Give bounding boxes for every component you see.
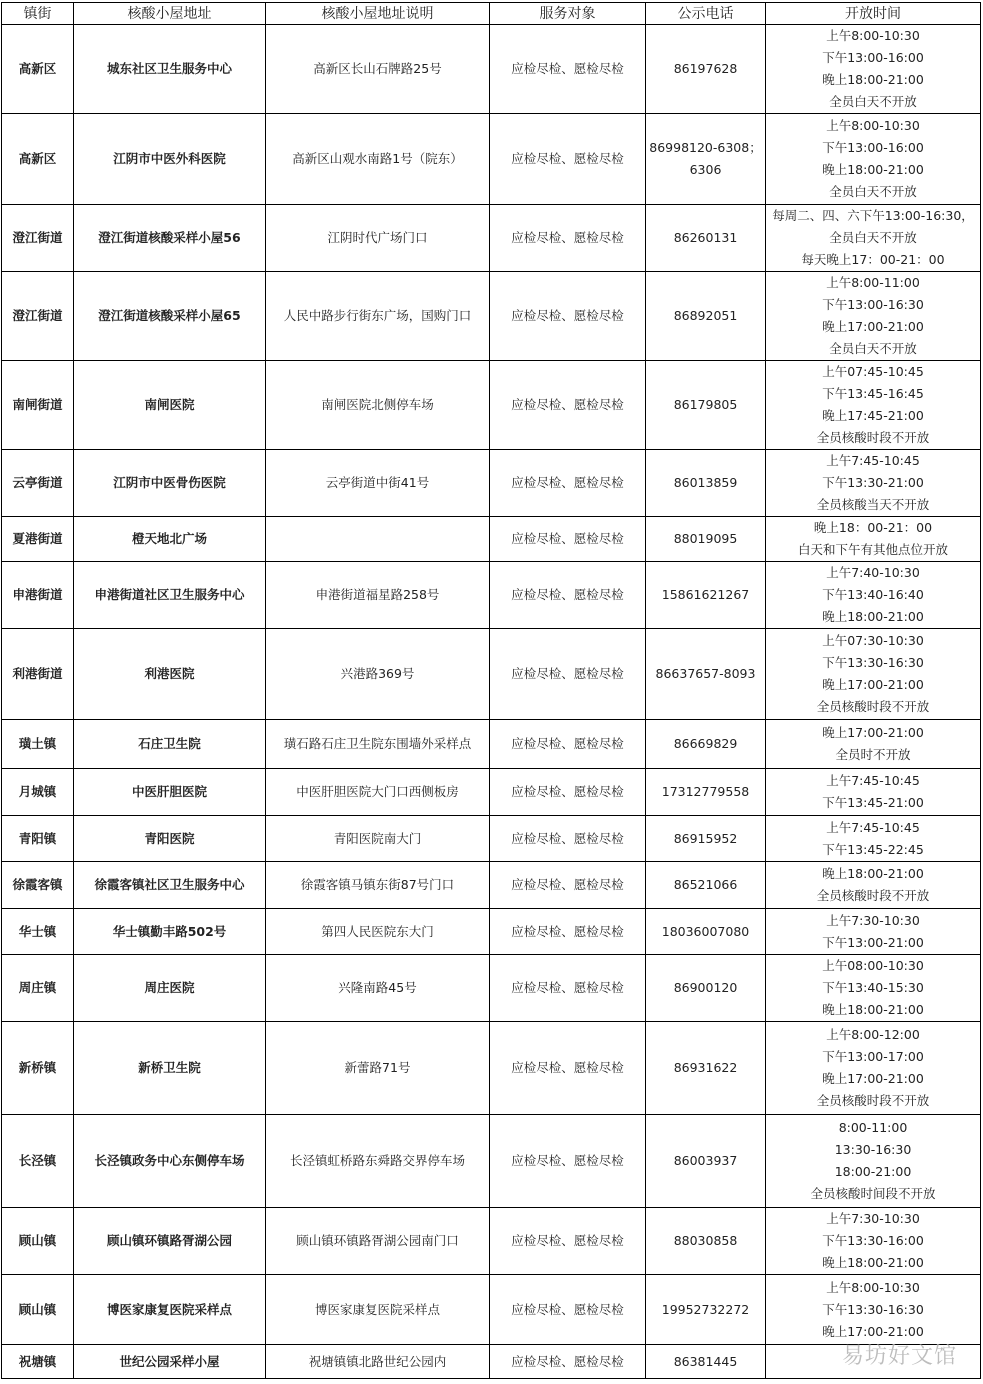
hours-line: 上午7:30-10:30 xyxy=(826,912,920,928)
hours-line: 13:30-16:30 xyxy=(834,1142,912,1157)
site-name-cell: 博医家康复医院采样点 xyxy=(74,1275,266,1345)
table-row xyxy=(2,629,981,720)
hours-line: 下午13:30-16:30 xyxy=(822,1301,924,1317)
town-cell: 利港街道 xyxy=(2,629,74,720)
phone-cell: 86637657-8093 xyxy=(646,629,766,720)
service-target-cell: 应检尽检、愿检尽检 xyxy=(490,862,646,909)
service-target-cell: 应检尽检、愿检尽检 xyxy=(490,1022,646,1115)
town-cell: 徐霞客镇 xyxy=(2,862,74,909)
hours-line: 全员核酸当天不开放 xyxy=(816,497,930,512)
town-cell: 夏港街道 xyxy=(2,517,74,562)
phone-cell: 15861621267 xyxy=(646,562,766,629)
opening-hours-cell xyxy=(766,272,981,361)
address-note-cell: 青阳医院南大门 xyxy=(266,816,490,862)
site-name-cell: 青阳医院 xyxy=(74,816,266,862)
address-note-cell: 云亭街道中街41号 xyxy=(266,450,490,517)
hours-line: 晚上18：00-21：00 xyxy=(813,520,933,535)
phone-cell: 86013859 xyxy=(646,450,766,517)
opening-hours-cell xyxy=(766,1115,981,1208)
header-opening-hours: 开放时间 xyxy=(766,3,981,25)
table-row xyxy=(2,769,981,816)
hours-line: 每周二、四、六下午13:00-16:30， xyxy=(772,208,974,223)
phone-cell: 17312779558 xyxy=(646,769,766,816)
address-note-cell: 兴港路369号 xyxy=(266,629,490,720)
service-target-cell: 应检尽检、愿检尽检 xyxy=(490,205,646,272)
hours-line: 晚上17:00-21:00 xyxy=(822,677,924,692)
hours-line: 下午13:00-17:00 xyxy=(822,1049,924,1064)
site-name-cell: 周庄医院 xyxy=(74,955,266,1022)
hours-line: 上午7:45-10:45 xyxy=(826,453,920,468)
site-name-cell: 华士镇勤丰路502号 xyxy=(74,909,266,955)
address-note-cell: 江阴时代广场门口 xyxy=(266,205,490,272)
hours-line: 晚上17:00-21:00 xyxy=(822,725,924,740)
address-note-cell: 中医肝胆医院大门口西侧板房 xyxy=(266,769,490,816)
site-name-cell: 城东社区卫生服务中心 xyxy=(74,25,266,114)
table-row xyxy=(2,1022,981,1115)
service-target-cell: 应检尽检、愿检尽检 xyxy=(490,25,646,114)
service-target-cell: 应检尽检、愿检尽检 xyxy=(490,1275,646,1345)
service-target-cell: 应检尽检、愿检尽检 xyxy=(490,272,646,361)
site-name-cell: 江阴市中医外科医院 xyxy=(74,114,266,205)
opening-hours-cell xyxy=(766,205,981,272)
address-note-cell: 兴隆南路45号 xyxy=(266,955,490,1022)
service-target-cell: 应检尽检、愿检尽检 xyxy=(490,629,646,720)
opening-hours-cell xyxy=(766,720,981,769)
hours-line: 每天晚上17：00-21：00 xyxy=(801,252,945,267)
opening-hours-cell xyxy=(766,114,981,205)
watermark: 易坊好文馆 xyxy=(841,1344,957,1369)
hours-line: 上午8:00-10:30 xyxy=(826,118,920,133)
phone-cell: 86915952 xyxy=(646,816,766,862)
town-cell: 长泾镇 xyxy=(2,1115,74,1208)
address-note-cell: 第四人民医院东大门 xyxy=(266,909,490,955)
address-note-cell: 顾山镇环镇路胥湖公园南门口 xyxy=(266,1208,490,1275)
opening-hours-cell xyxy=(766,955,981,1022)
address-note-cell: 高新区长山石牌路25号 xyxy=(266,25,490,114)
table-row xyxy=(2,205,981,272)
town-cell: 高新区 xyxy=(2,25,74,114)
hours-line: 下午13:45-21:00 xyxy=(822,795,924,810)
service-target-cell: 应检尽检、愿检尽检 xyxy=(490,1345,646,1379)
table-row xyxy=(2,1115,981,1208)
header-address-note: 核酸小屋地址说明 xyxy=(266,3,490,25)
table-row xyxy=(2,1275,981,1345)
table-row xyxy=(2,562,981,629)
site-name-cell: 石庄卫生院 xyxy=(74,720,266,769)
table-row xyxy=(2,114,981,205)
town-cell: 顾山镇 xyxy=(2,1275,74,1345)
phone-cell: 86998120-6308；6306 xyxy=(646,114,766,205)
phone-cell: 18036007080 xyxy=(646,909,766,955)
town-cell: 祝塘镇 xyxy=(2,1345,74,1379)
service-target-cell: 应检尽检、愿检尽检 xyxy=(490,114,646,205)
hours-line: 晚上17:45-21:00 xyxy=(822,408,924,423)
hours-line: 下午13:00-21:00 xyxy=(822,934,924,950)
table-row xyxy=(2,720,981,769)
table-row xyxy=(2,1208,981,1275)
table-row xyxy=(2,450,981,517)
phone-cell: 86003937 xyxy=(646,1115,766,1208)
opening-hours-cell xyxy=(766,517,981,562)
opening-hours-cell xyxy=(766,1022,981,1115)
site-name-cell: 江阴市中医骨伤医院 xyxy=(74,450,266,517)
service-target-cell: 应检尽检、愿检尽检 xyxy=(490,955,646,1022)
phone-cell: 86900120 xyxy=(646,955,766,1022)
hours-line: 上午8:00-10:30 xyxy=(826,28,920,43)
service-target-cell: 应检尽检、愿检尽检 xyxy=(490,769,646,816)
hours-line: 下午13:30-21:00 xyxy=(822,475,924,490)
address-note-cell: 长泾镇虹桥路东舜路交界停车场 xyxy=(266,1115,490,1208)
hours-line: 18:00-21:00 xyxy=(834,1164,912,1179)
site-name-cell: 顾山镇环镇路胥湖公园 xyxy=(74,1208,266,1275)
town-cell: 澄江街道 xyxy=(2,205,74,272)
hours-line: 下午13:30-16:30 xyxy=(822,655,924,670)
hours-line: 晚上18:00-21:00 xyxy=(822,1255,924,1270)
opening-hours-cell xyxy=(766,909,981,955)
town-cell: 申港街道 xyxy=(2,562,74,629)
hours-line: 全员核酸时段不开放 xyxy=(816,430,930,445)
hours-line: 下午13:00-16:00 xyxy=(822,50,924,65)
hours-line: 全员白天不开放 xyxy=(829,230,917,245)
site-name-cell: 世纪公园采样小屋 xyxy=(74,1345,266,1379)
table-row xyxy=(2,517,981,562)
site-name-cell: 澄江街道核酸采样小屋56 xyxy=(74,205,266,272)
town-cell: 南闸街道 xyxy=(2,361,74,450)
hours-line: 上午7:45-10:45 xyxy=(826,773,920,788)
hours-line: 上午8:00-12:00 xyxy=(826,1027,920,1042)
phone-cell: 86179805 xyxy=(646,361,766,450)
hours-line: 全员时不开放 xyxy=(835,747,911,762)
hours-line: 晚上18:00-21:00 xyxy=(822,866,924,881)
service-target-cell: 应检尽检、愿检尽检 xyxy=(490,450,646,517)
phone-cell: 86669829 xyxy=(646,720,766,769)
header-phone: 公示电话 xyxy=(646,3,766,25)
service-target-cell: 应检尽检、愿检尽检 xyxy=(490,909,646,955)
hours-line: 下午13:45-22:45 xyxy=(822,841,924,857)
address-note-cell: 璜石路石庄卫生院东围墙外采样点 xyxy=(266,720,490,769)
opening-hours-cell xyxy=(766,816,981,862)
header-service-target: 服务对象 xyxy=(490,3,646,25)
hours-line: 全员白天不开放 xyxy=(829,94,917,109)
phone-cell: 19952732272 xyxy=(646,1275,766,1345)
town-cell: 高新区 xyxy=(2,114,74,205)
address-note-cell: 南闸医院北侧停车场 xyxy=(266,361,490,450)
site-name-cell: 徐霞客镇社区卫生服务中心 xyxy=(74,862,266,909)
hours-line: 全员核酸时段不开放 xyxy=(816,699,930,714)
table-row xyxy=(2,272,981,361)
hours-line: 晚上18:00-21:00 xyxy=(822,162,924,177)
town-cell: 华士镇 xyxy=(2,909,74,955)
hours-line: 上午7:30-10:30 xyxy=(826,1211,920,1226)
hours-line: 全员核酸时间段不开放 xyxy=(810,1186,936,1201)
site-name-cell: 澄江街道核酸采样小屋65 xyxy=(74,272,266,361)
hours-line: 下午13:30-16:00 xyxy=(822,1233,924,1248)
hours-line: 全员核酸时段不开放 xyxy=(816,1093,930,1108)
table-row xyxy=(2,361,981,450)
hours-line: 上午8:00-10:30 xyxy=(826,1279,920,1295)
hours-line: 全员白天不开放 xyxy=(829,184,917,199)
service-target-cell: 应检尽检、愿检尽检 xyxy=(490,720,646,769)
hours-line: 晚上17:00-21:00 xyxy=(822,1323,924,1339)
hours-line: 全员核酸时段不开放 xyxy=(816,888,930,903)
town-cell: 周庄镇 xyxy=(2,955,74,1022)
phone-cell: 86260131 xyxy=(646,205,766,272)
site-name-cell: 中医肝胆医院 xyxy=(74,769,266,816)
table-row xyxy=(2,909,981,955)
service-target-cell: 应检尽检、愿检尽检 xyxy=(490,361,646,450)
opening-hours-cell xyxy=(766,562,981,629)
phone-cell: 86521066 xyxy=(646,862,766,909)
table-row xyxy=(2,816,981,862)
address-note-cell: 博医家康复医院采样点 xyxy=(266,1275,490,1345)
address-note-cell: 申港街道福星路258号 xyxy=(266,562,490,629)
opening-hours-cell xyxy=(766,450,981,517)
table-row xyxy=(2,25,981,114)
phone-cell: 88019095 xyxy=(646,517,766,562)
opening-hours-cell xyxy=(766,1208,981,1275)
address-note-cell xyxy=(266,517,490,562)
site-name-cell: 新桥卫生院 xyxy=(74,1022,266,1115)
hours-line: 白天和下午有其他点位开放 xyxy=(797,542,948,557)
service-target-cell: 应检尽检、愿检尽检 xyxy=(490,517,646,562)
hours-line: 晚上18:00-21:00 xyxy=(822,1002,924,1017)
town-cell: 顾山镇 xyxy=(2,1208,74,1275)
site-name-cell: 利港医院 xyxy=(74,629,266,720)
service-target-cell: 应检尽检、愿检尽检 xyxy=(490,816,646,862)
hours-line: 上午08:00-10:30 xyxy=(822,958,924,973)
opening-hours-cell xyxy=(766,361,981,450)
address-note-cell: 徐霞客镇马镇东街87号门口 xyxy=(266,862,490,909)
header-row xyxy=(2,3,981,25)
opening-hours-cell xyxy=(766,1275,981,1345)
hours-line: 晚上17:00-21:00 xyxy=(822,319,924,334)
town-cell: 新桥镇 xyxy=(2,1022,74,1115)
town-cell: 青阳镇 xyxy=(2,816,74,862)
address-note-cell: 新蕾路71号 xyxy=(266,1022,490,1115)
table-row xyxy=(2,862,981,909)
phone-cell: 86931622 xyxy=(646,1022,766,1115)
hours-line: 下午13:40-15:30 xyxy=(822,980,924,995)
header-town: 镇街 xyxy=(2,3,74,25)
hours-line: 下午13:45-16:45 xyxy=(822,386,924,401)
opening-hours-cell xyxy=(766,25,981,114)
town-cell: 璜土镇 xyxy=(2,720,74,769)
opening-hours-cell xyxy=(766,862,981,909)
hours-line: 上午07:45-10:45 xyxy=(822,364,924,379)
site-name-cell: 南闸医院 xyxy=(74,361,266,450)
header-site-address: 核酸小屋地址 xyxy=(74,3,266,25)
phone-cell: 86381445 xyxy=(646,1345,766,1379)
testing-sites-table xyxy=(1,2,981,1379)
table-row xyxy=(2,955,981,1022)
address-note-cell: 高新区山观水南路1号（院东） xyxy=(266,114,490,205)
site-name-cell: 长泾镇政务中心东侧停车场 xyxy=(74,1115,266,1208)
hours-line: 晚上17:00-21:00 xyxy=(822,1071,924,1086)
phone-cell: 88030858 xyxy=(646,1208,766,1275)
town-cell: 月城镇 xyxy=(2,769,74,816)
hours-line: 上午8:00-11:00 xyxy=(826,275,920,290)
town-cell: 云亭街道 xyxy=(2,450,74,517)
service-target-cell: 应检尽检、愿检尽检 xyxy=(490,1208,646,1275)
hours-line: 下午13:00-16:00 xyxy=(822,140,924,155)
hours-line: 下午13:40-16:40 xyxy=(822,587,924,602)
site-name-cell: 橙天地北广场 xyxy=(74,517,266,562)
site-name-cell: 申港街道社区卫生服务中心 xyxy=(74,562,266,629)
hours-line: 晚上18:00-21:00 xyxy=(822,72,924,87)
hours-line: 上午7:40-10:30 xyxy=(826,565,920,580)
hours-line: 全员白天不开放 xyxy=(829,341,917,356)
phone-cell: 86197628 xyxy=(646,25,766,114)
address-note-cell: 祝塘镇镇北路世纪公园内 xyxy=(266,1345,490,1379)
phone-cell: 86892051 xyxy=(646,272,766,361)
hours-line: 下午13:00-16:30 xyxy=(822,297,924,312)
hours-line: 8:00-11:00 xyxy=(838,1120,908,1135)
address-note-cell: 人民中路步行街东广场，国购门口 xyxy=(266,272,490,361)
opening-hours-cell xyxy=(766,629,981,720)
opening-hours-cell xyxy=(766,769,981,816)
hours-line: 上午7:45-10:45 xyxy=(826,819,920,835)
hours-line: 晚上18:00-21:00 xyxy=(822,609,924,624)
service-target-cell: 应检尽检、愿检尽检 xyxy=(490,1115,646,1208)
town-cell: 澄江街道 xyxy=(2,272,74,361)
table-row xyxy=(2,1345,981,1379)
service-target-cell: 应检尽检、愿检尽检 xyxy=(490,562,646,629)
hours-line: 上午07:30-10:30 xyxy=(822,633,924,648)
